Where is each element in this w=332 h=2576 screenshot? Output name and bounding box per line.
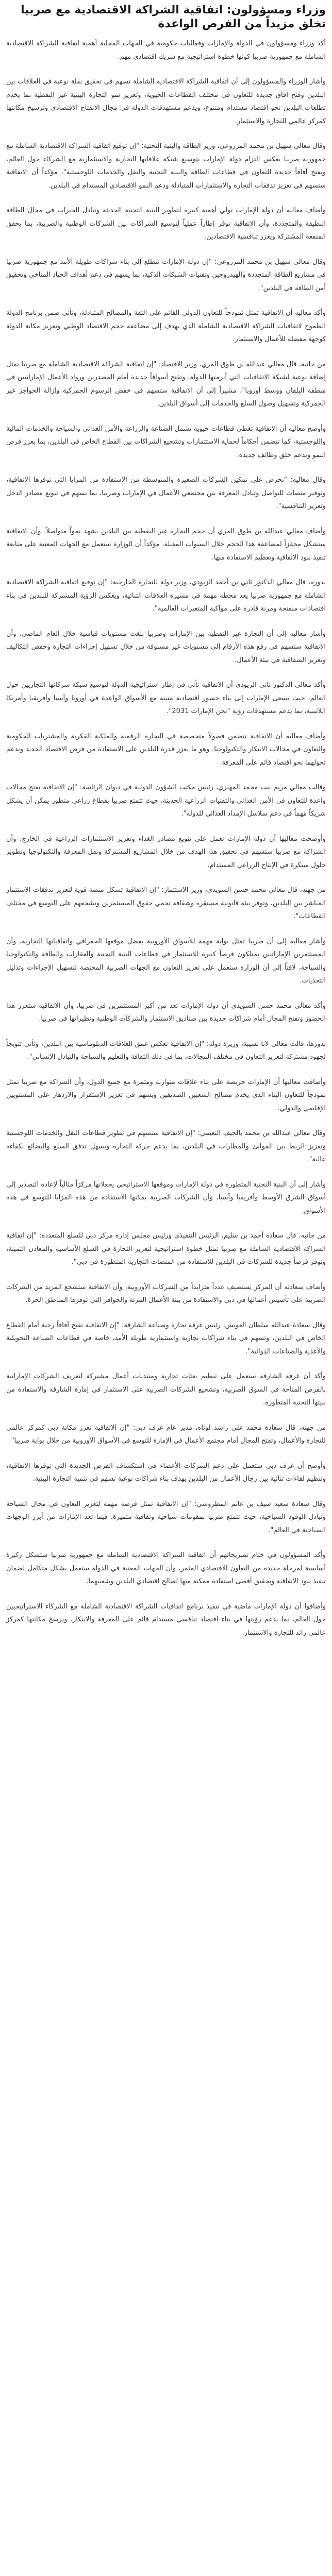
- article-paragraph: وأضاف معاليه أن دولة الإمارات تولي أهمية كبيرة لتطوير البنية التحتية الحديثة وتبادل الخبرات في مجال الطاقة النظيفة والمتجددة، وأن الاتفاقية توفر إطاراً عملياً لتوسيع الشراكات بين الشركات الوطنية والصربية، بما يحقق المنفعة المشتركة ويعزز تنافسية الاقتصادين.: [6, 207, 326, 241]
- article-paragraph: وقال معالي سهيل بن محمد المزروعي: "إن دولة الإمارات تتطلع إلى بناء شراكات طويلة الأمد مع جمهورية صربيا في مشاريع الطاقة المتجددة والهيدروجين وتقنيات الشبكات الذكية، بما يسهم في دعم أهداف الحياد المناخي وتحقيق أمن الطاقة في البلدين".: [6, 258, 326, 292]
- article-paragraph: وأضاف معاليه أن الاتفاقية تتضمن فصولاً متخصصة في التجارة الرقمية والملكية الفكرية والمشتريات الحكومية والتعاون في مجالات الابتكار والتكنولوجيا، وهو ما يعزز قدرة البلدين على الاستفادة من فرص الاقتصاد الجديد ويدعم تحولهما نحو اقتصاد قائم على المعرفة.: [6, 732, 326, 767]
- article-paragraph: بدوره، قال معالي الدكتور ثاني بن أحمد الزيودي، وزير دولة للتجارة الخارجية: "إن توقيع اتفاقية الشراكة الاقتصادية الشاملة مع جمهورية صربيا يعد محطة مهمة في مسيرة العلاقات الثنائية، ويعكس الرؤية المشتركة للبلدين في بناء اقتصادات منفتحة ومرنة قادرة على مواكبة المتغيرات العالمية".: [6, 579, 326, 613]
- article-paragraph: وأشار الوزراء والمسؤولون إلى أن اتفاقية الشراكة الاقتصادية الشاملة تسهم في تحقيق نقلة نوعية في العلاقات بين البلدين وفتح آفاق جديدة للتعاون في مختلف القطاعات الحيوية، وتعزيز نمو التجارة البينية غير النفطية بما يخدم تطلعات البلدين نحو اقتصاد مستدام ومتنوع، ويدعم مستهدفات الدولة في مجال الانفتاح الاقتصادي وترسيخ مكانتها كمركز عالمي للتجارة والاستثمار.: [6, 78, 326, 125]
- article-paragraph: وأشار إلى أن البنية التحتية المتطورة في دولة الإمارات وموقعها الاستراتيجي يجعلانها مركزاً مثالياً لإعادة التصدير إلى أسواق الشرق الأوسط وأفريقيا وآسيا، وأن الشركات الصربية يمكنها الاستفادة من هذه المزايا للتوسع في هذه الأسواق.: [6, 1180, 326, 1215]
- article-paragraph: وقال معالي عبدالله بن محمد بالحيف النعيمي: "إن الاتفاقية ستسهم في تطوير قطاعات النقل والخدمات اللوجستية وتعزيز الربط بين الموانئ والمطارات في البلدين، بما يدعم حركة التجارة ويسهل تدفق السلع والبضائع بكفاءة عالية".: [6, 1129, 326, 1163]
- article-paragraph: وأضافت معاليها أن الإمارات حريصة على بناء علاقات متوازنة ومثمرة مع جميع الدول، وأن الشراكة مع صربيا تمثل نموذجاً للتعاون البناء الذي يخدم مصالح الشعبين الصديقين ويسهم في تعزيز الاستقرار والازدهار على المستويين الإقليمي والدولي.: [6, 1078, 326, 1112]
- article-paragraph: وأشار معاليه إلى أن صربيا تمثل بوابة مهمة للأسواق الأوروبية بفضل موقعها الجغرافي واتفاقياتها التجارية، وأن المستثمرين الإماراتيين يمتلكون فرصاً كبيرة للاستثمار في قطاعات البنية التحتية والعقارات والطاقة والتكنولوجيا والسياحة، لافتاً إلى أن الوزارة ستعمل على تعزيز التعاون مع الجهات الصربية المختصة لتسهيل الإجراءات وتذليل التحديات.: [6, 937, 326, 985]
- article-paragraph: وأكد معالي محمد حسن السويدي أن دولة الإمارات تعد من أكبر المستثمرين في صربيا، وأن الاتفاقية ستعزز هذا الحضور وتفتح المجال أمام شراكات جديدة بين صناديق الاستثمار والشركات الوطنية ونظيراتها في صربيا.: [6, 1002, 326, 1023]
- article-paragraph: وقال سعادة سعيد سيف بن غانم المطروشي: "إن الاتفاقية تمثل فرصة مهمة لتعزيز التعاون في مجال السياحة وتبادل الوفود السياحية، حيث تتمتع صربيا بمقومات سياحية وثقافية متميزة، فيما تعد الإمارات من أبرز الوجهات السياحية في العالم".: [6, 1500, 326, 1534]
- article-paragraph: وأشار معاليه إلى أن التجارة غير النفطية بين الإمارات وصربيا بلغت مستويات قياسية خلال العام الماضي، وأن الاتفاقية ستسهم في رفع هذه الأرقام إلى مستويات غير مسبوقة من خلال تسهيل إجراءات التجارة وخفض التكاليف وتعزيز الشفافية في بيئة الأعمال.: [6, 630, 326, 664]
- article-paragraph: وأضاف معالي عبدالله بن طوق المري أن حجم التجارة غير النفطية بين البلدين يشهد نمواً متواصلاً، وأن الاتفاقية ستشكل محفزاً لمضاعفة هذا الحجم خلال السنوات المقبلة، مؤكداً أن الوزارة ستعمل مع الجهات المعنية على متابعة تنفيذ بنود الاتفاقية وتعظيم الاستفادة منها.: [6, 527, 326, 562]
- article-paragraph: وأكد أن غرفة الشارقة ستعمل على تنظيم بعثات تجارية ومنتديات أعمال مشتركة لتعريف الشركات الإماراتية بالفرص المتاحة في السوق الصربية، وتشجيع الشركات الصربية على الاستثمار في إمارة الشارقة والاستفادة من بنيتها التحتية المتطورة.: [6, 1372, 326, 1406]
- article-paragraph: من جهته، قال معالي محمد حسن السويدي، وزير الاستثمار: "إن الاتفاقية تشكل منصة قوية لتعزيز تدفقات الاستثمار المباشر بين البلدين، وتوفر بيئة قانونية مستقرة وشفافة تحمي حقوق المستثمرين وتشجعهم على التوسع في مختلف القطاعات".: [6, 886, 326, 920]
- article-paragraph: وأضاف سعادته أن المركز يستضيف عدداً متزايداً من الشركات الأوروبية، وأن الاتفاقية ستشجع المزيد من الشركات الصربية على تأسيس أعمالها في دبي والاستفادة من بيئة الأعمال المرنة والحوافز التي توفرها المناطق الحرة.: [6, 1283, 326, 1304]
- article-paragraph: وقال سعادة عبدالله سلطان العويس، رئيس غرفة تجارة وصناعة الشارقة: "إن الاتفاقية تفتح آفاقاً رحبة أمام القطاع الخاص في البلدين، وتسهم في بناء شراكات تجارية واستثمارية طويلة الأمد، خاصة في قطاعات الصناعة التحويلية والأغذية والصناعات الدوائية".: [6, 1321, 326, 1355]
- article-paragraph: من جانبه، قال معالي عبدالله بن طوق المري، وزير الاقتصاد: "إن اتفاقية الشراكة الاقتصادية الشاملة مع صربيا تمثل إضافة نوعية لشبكة الاتفاقيات التي أبرمتها الدولة، وتفتح أسواقاً جديدة أمام المصدرين ورواد الأعمال الإماراتيين في منطقة البلقان ووسط أوروبا"، مشيراً إلى أن الاتفاقية ستسهم في خفض الرسوم الجمركية وإزالة الحواجز غير الجمركية وتسهيل وصول السلع والخدمات إلى أسواق البلدين.: [6, 360, 326, 408]
- article-body: [6, 37, 326, 1639]
- article-paragraph: وأوضح أن غرف دبي ستعمل على دعم الشركات الأعضاء في استكشاف الفرص الجديدة التي توفرها الاتفاقية، وتنظيم لقاءات ثنائية بين رجال الأعمال من البلدين بهدف بناء شراكات نوعية تسهم في تنمية التجارة البينية.: [6, 1462, 326, 1483]
- article-paragraph: وأكد معاليه أن الاتفاقية تمثل نموذجاً للتعاون الدولي القائم على الثقة والمصالح المتبادلة، وتأتي ضمن برنامج الدولة الطموح لاتفاقيات الشراكة الاقتصادية الشاملة الذي يهدف إلى مضاعفة حجم الاقتصاد الوطني وتعزيز مكانة الدولة كوجهة مفضلة للأعمال والاستثمار.: [6, 309, 326, 343]
- article-paragraph: وأوضحت معاليها أن دولة الإمارات تعمل على تنويع مصادر الغذاء وتعزيز الاستثمارات الزراعية في الخارج، وأن الشراكة مع صربيا ستسهم في تحقيق هذا الهدف من خلال المشاريع المشتركة ونقل المعرفة والتكنولوجيا وتطوير حلول مبتكرة في الإنتاج الزراعي المستدام.: [6, 835, 326, 869]
- article-paragraph: وأضافوا أن دولة الإمارات ماضية في تنفيذ برنامج اتفاقيات الشراكة الاقتصادية الشاملة مع الشركاء الاستراتيجيين حول العالم، بما يدعم رؤيتها في بناء اقتصاد تنافسي مستدام قائم على المعرفة والابتكار، ويرسخ مكانتها كمركز عالمي رائد للتجارة والاستثمار.: [6, 1602, 326, 1637]
- article-paragraph: وأوضح معاليه أن الاتفاقية تغطي قطاعات حيوية تشمل الصناعة والزراعة والأمن الغذائي والسياحة والخدمات المالية واللوجستية، كما تتضمن أحكاماً لحماية الاستثمارات وتشجيع الشراكات بين القطاع الخاص في البلدين، بما يعزز فرص النمو ويدعم خلق وظائف جديدة.: [6, 425, 326, 459]
- article: [6, 0, 326, 1639]
- article-paragraph: أكد وزراء ومسؤولون في الدولة والإمارات وفعاليات حكومية في الجهات المحلية أهمية اتفاقية الشراكة الاقتصادية الشاملة مع جمهورية صربيا كونها خطوة استراتيجية مع شريك اقتصادي مهم.: [6, 40, 326, 61]
- article-paragraph: من جانبه، قال سعادة أحمد بن سليم، الرئيس التنفيذي ورئيس مجلس إدارة مركز دبي للسلع المتعددة: "إن اتفاقية الشراكة الاقتصادية الشاملة مع صربيا تمثل خطوة استراتيجية لتعزيز التجارة في السلع الأساسية والمعادن الثمينة، وتوفر فرصاً جديدة للشركات في البلدين للاستفادة من المنصات التجارية المتطورة في دبي".: [6, 1232, 326, 1266]
- article-paragraph: من جهته، قال سعادة محمد علي راشد لوتاه، مدير عام غرف دبي: "إن الاتفاقية تعزز مكانة دبي كمركز عالمي للتجارة والأعمال، وتفتح المجال أمام مجتمع الأعمال في الإمارة للتوسع في الأسواق الأوروبية من خلال بوابة صربيا".: [6, 1423, 326, 1445]
- article-paragraph: بدورها، قالت معالي لانا نسيبة، وزيرة دولة: "إن الاتفاقية تعكس عمق العلاقات الدبلوماسية بين البلدين، وتأتي تتويجاً لجهود مشتركة لتعزيز التعاون في مختلف المجالات، بما في ذلك الثقافة والتعليم والسياحة والتبادل الإنساني".: [6, 1040, 326, 1061]
- article-paragraph: وقال معاليه: "نحرص على تمكين الشركات الصغيرة والمتوسطة من الاستفادة من المزايا التي توفرها الاتفاقية، وتوفير منصات للتواصل وتبادل المعرفة بين مجتمعي الأعمال في الإمارات وصربيا، بما يسهم في تنويع مصادر الدخل وتعزيز التنافسية".: [6, 476, 326, 510]
- article-paragraph: وقالت معالي مريم بنت محمد المهيري، رئيس مكتب الشؤون الدولية في ديوان الرئاسة: "إن الاتفاقية تفتح مجالات واعدة للتعاون في الأمن الغذائي والتقنيات الزراعية الحديثة، حيث تتمتع صربيا بقطاع زراعي متطور يمكن أن يشكل شريكاً مهماً في دعم سلاسل الإمداد الغذائي للدولة".: [6, 784, 326, 818]
- article-headline: وزراء ومسؤولون: اتفاقية الشراكة الاقتصادية مع صربيا تخلق مزيداً من الفرص الواعدة: [21, 4, 326, 30]
- article-paragraph: وأكد معالي الدكتور ثاني الزيودي أن الاتفاقية تأتي في إطار استراتيجية الدولة لتوسيع شبكة شركائها التجاريين حول العالم، حيث تسعى الإمارات إلى بناء جسور اقتصادية متينة مع الأسواق الواعدة في أوروبا وآسيا وأفريقيا وأمريكا اللاتينية، بما يدعم مستهدفات رؤية "نحن الإمارات 2031".: [6, 681, 326, 715]
- article-paragraph: وأكد المسؤولون في ختام تصريحاتهم أن اتفاقية الشراكة الاقتصادية الشاملة مع جمهورية صربيا ستشكل ركيزة أساسية لمرحلة جديدة من التعاون الاقتصادي المثمر، وأن الجهات المعنية في الدولة ستعمل بشكل متكامل لضمان تنفيذ بنود الاتفاقية وتحقيق أقصى استفادة ممكنة منها لصالح اقتصادي البلدين وشعبيهما.: [6, 1551, 326, 1585]
- article-paragraph: وقال معالي سهيل بن محمد المزروعي، وزير الطاقة والبنية التحتية: "إن توقيع اتفاقية الشراكة الاقتصادية الشاملة مع جمهورية صربيا يعكس التزام دولة الإمارات بتوسيع شبكة علاقاتها التجارية والاستثمارية مع الشركاء حول العالم، ويفتح آفاقاً جديدة للتعاون في قطاعات الطاقة والبنية التحتية والنقل والخدمات اللوجستية"، مؤكداً أن الاتفاقية ستسهم في تعزيز تدفقات التجارة والاستثمارات المتبادلة ودعم النمو الاقتصادي المستدام في البلدين.: [6, 142, 326, 190]
